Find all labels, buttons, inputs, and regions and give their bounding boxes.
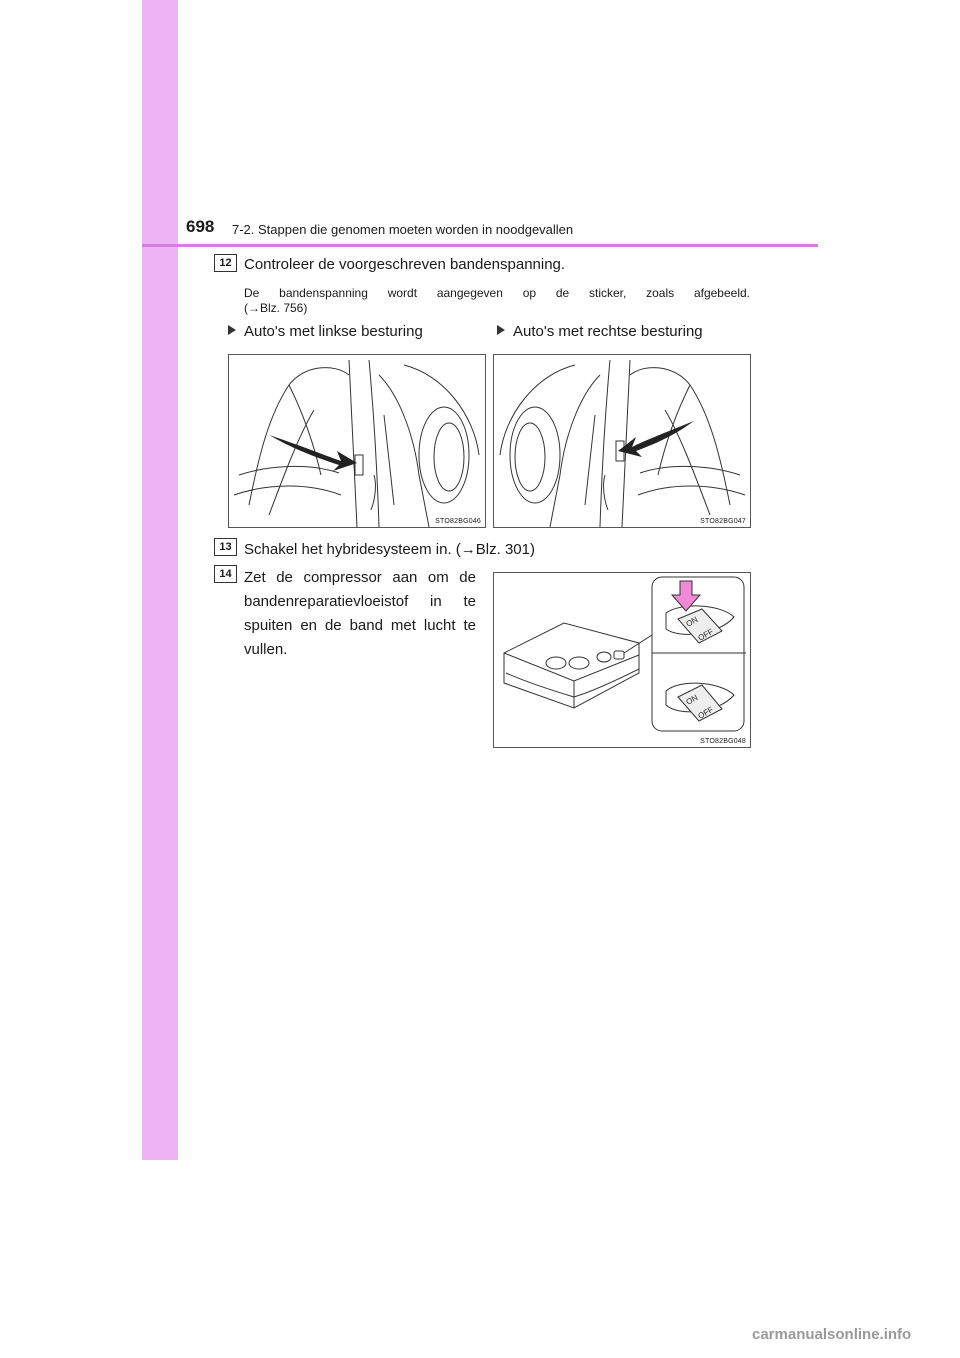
switch-on-label-top: ON [684,614,700,629]
step-badge-13: 13 [214,538,237,556]
step-14-text: Zet de compressor aan om de bandenreparatievloeistof in te spuiten en de band met lucht te vullen. [244,569,476,658]
figure-right-door-sticker [493,354,751,528]
step-12-text: Controleer de voorgeschreven bandenspanning. [244,256,566,273]
left-door-illustration [229,355,485,527]
section-title: 7-2. Stappen die genomen moeten worden in noodgevallen [232,222,574,237]
figure-compressor-switch [493,572,751,748]
step-badge-12: 12 [214,254,237,272]
step-12-note-ref: (→Blz. 756) [244,301,308,315]
figure-code-compressor: STO82BG048 [700,738,746,745]
caption-right-hand-drive: Auto's met rechtse besturing [497,323,703,340]
figure-code-left: STO82BG046 [435,518,481,525]
press-arrow-icon [672,581,700,611]
figure-code-right: STO82BG047 [700,518,746,525]
page-number: 698 [186,217,215,236]
figure-left-door-sticker [228,354,486,528]
switch-off-label-top: OFF [696,626,715,643]
switch-off-label-bottom: OFF [696,704,715,721]
step-12-note: De bandenspanning wordt aangegeven op de sticker, zoals afgebeeld. [244,286,750,300]
compressor-illustration [494,573,750,747]
header-rule [142,244,818,247]
pointer-arrow-icon [618,421,694,457]
triangle-bullet-icon [228,325,236,335]
step-badge-14: 14 [214,565,237,583]
caption-left-hand-drive: Auto's met linkse besturing [228,323,423,340]
watermark: carmanualsonline.info [752,1326,912,1343]
switch-on-label-bottom: ON [684,692,700,707]
pointer-arrow-icon [269,435,357,471]
step-13-text: Schakel het hybridesysteem in. (→Blz. 301) [244,541,535,558]
side-tab [142,0,178,1160]
triangle-bullet-icon [497,325,505,335]
right-door-illustration [494,355,750,527]
